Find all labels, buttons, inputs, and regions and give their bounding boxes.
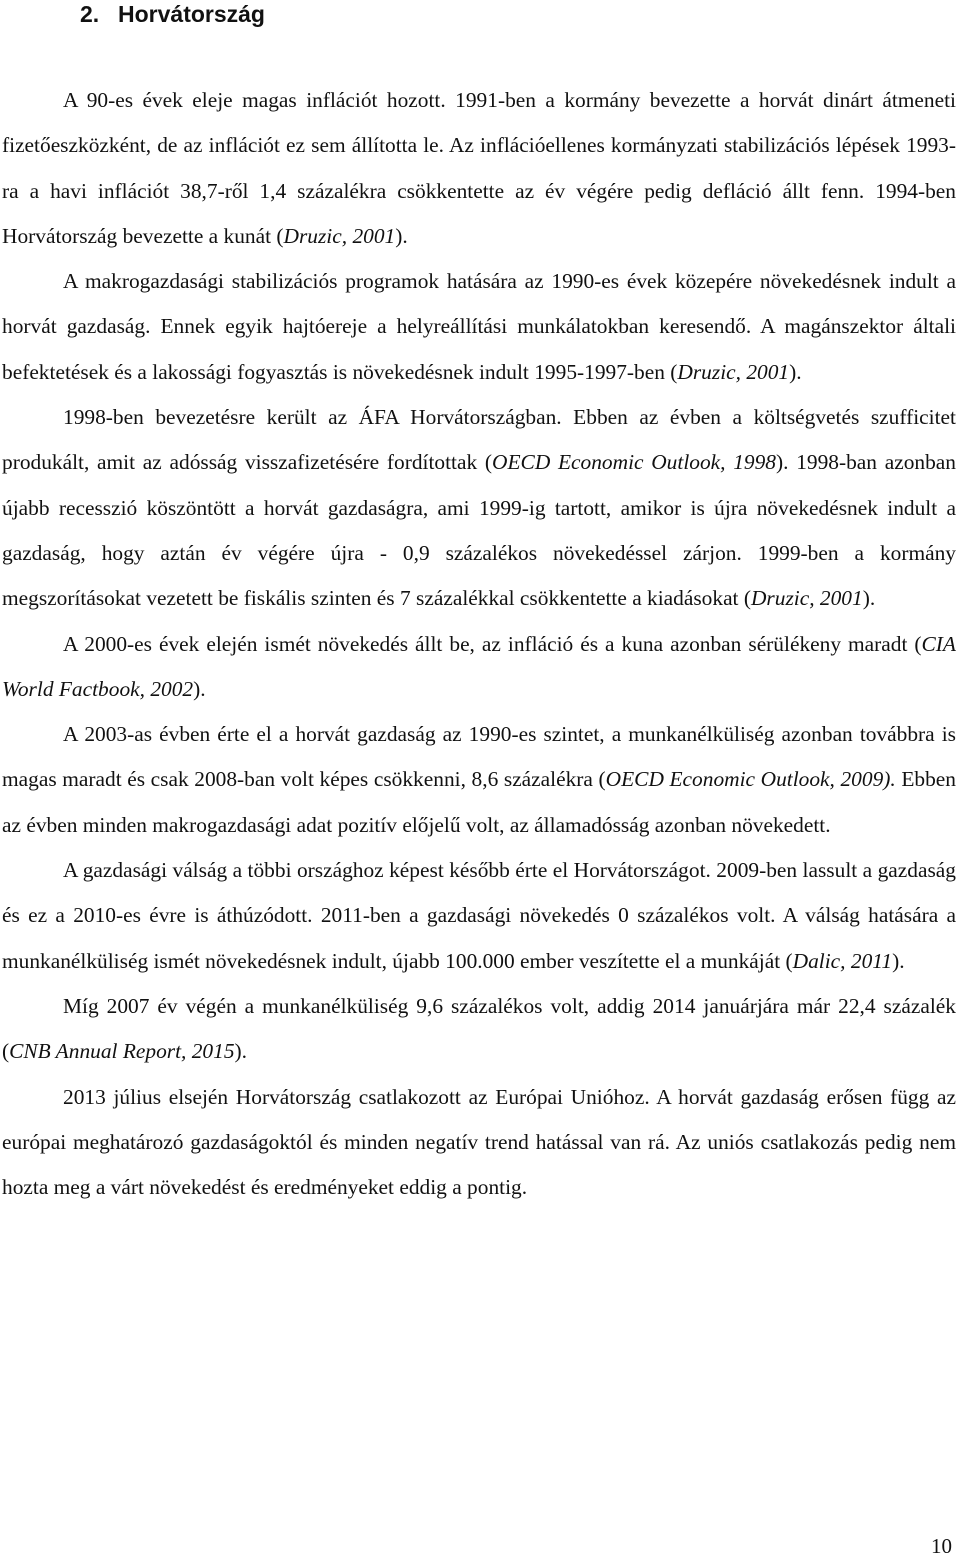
paragraph-2: A makrogazdasági stabilizációs programok hatására az 1990-es évek közepére növekedésnek indult a horvát gazdaság. Ennek egyik hajtóereje a helyreállítási munkálatokban keresendő. A magánszektor általi befektetések és a lakossági fogyasztás is növekedésnek indult 1995-1997-ben (Druzic, 2001). bbox=[2, 269, 956, 384]
document-body bbox=[2, 78, 956, 1210]
citation: OECD Economic Outlook, 2009). bbox=[605, 767, 896, 792]
page-number: 10 bbox=[931, 1534, 952, 1558]
section-heading bbox=[80, 0, 265, 28]
paragraph-1: A 90-es évek eleje magas inflációt hozott. 1991-ben a kormány bevezette a horvát dinárt átmeneti fizetőeszközként, de az inflációt ez sem állította le. Az inflációellenes kormányzati stabilizációs lépések 1993-ra a havi inflációt 38,7-ről 1,4 százalékra csökkentette az év végére pedig defláció állt fenn. 1994-ben Horvátország bevezette a kunát (Druzic, 2001). bbox=[2, 88, 956, 248]
paragraph-5: A 2003-as évben érte el a horvát gazdaság az 1990-es szintet, a munkanélküliség azonban továbbra is magas maradt és csak 2008-ban volt képes csökkenni, 8,6 százalékra (OECD Economic Outlook, 2009). Ebben az évben minden makrogazdasági adat pozitív előjelű volt, az államadósság azonban növekedett. bbox=[2, 722, 956, 837]
citation: Druzic, 2001 bbox=[677, 359, 790, 384]
paragraph-4: A 2000-es évek elején ismét növekedés állt be, az infláció és a kuna azonban sérülékeny maradt (CIA World Factbook, 2002). bbox=[2, 631, 956, 701]
citation: OECD Economic Outlook, 1998 bbox=[492, 450, 777, 475]
paragraph-7: Míg 2007 év végén a munkanélküliség 9,6 százalékos volt, addig 2014 januárjára már 22,4 százalék (CNB Annual Report, 2015). bbox=[2, 993, 956, 1064]
citation: CIA World Factbook, 2002 bbox=[2, 631, 956, 701]
paragraph-3: 1998-ben bevezetésre került az ÁFA Horvátországban. Ebben az évben a költségvetés szufficitet produkált, amit az adósság visszafizetésére fordítottak (OECD Economic Outlook, 1998). 1998-ban azonban újabb recesszió köszöntött a horvát gazdaságra, ami 1999-ig tartott, amikor is újra növekedésnek indult a gazdaság, hogy aztán év végére újra - 0,9 százalékos növekedéssel zárjon. 1999-ben a kormány megszorításokat vezetett be fiskális szinten és 7 százalékkal csökkentette a kiadásokat (Druzic, 2001). bbox=[2, 405, 956, 611]
paragraph-6: A gazdasági válság a többi országhoz képest később érte el Horvátországot. 2009-ben lassult a gazdaság és ez a 2010-es évre is áthúzódott. 2011-ben a gazdasági növekedés 0 százalékos volt. A válság hatására a munkanélküliség ismét növekedésnek indult, újabb 100.000 ember veszítette el a munkáját (Dalic, 2011). bbox=[2, 858, 956, 973]
section-title: Horvátország bbox=[118, 1, 265, 27]
section-number: 2. bbox=[80, 1, 100, 27]
citation: Dalic, 2011 bbox=[792, 948, 893, 973]
citation: CNB Annual Report, 2015 bbox=[9, 1039, 235, 1064]
citation: Druzic, 2001 bbox=[283, 223, 396, 248]
paragraph-8: 2013 július elsején Horvátország csatlakozott az Európai Unióhoz. A horvát gazdaság erősen függ az európai meghatározó gazdaságoktól és minden negatív trend hatással van rá. Az uniós csatlakozás pedig nem hozta meg a várt növekedést és eredményeket eddig a pontig. bbox=[2, 1084, 956, 1200]
citation: Druzic, 2001 bbox=[750, 586, 863, 611]
